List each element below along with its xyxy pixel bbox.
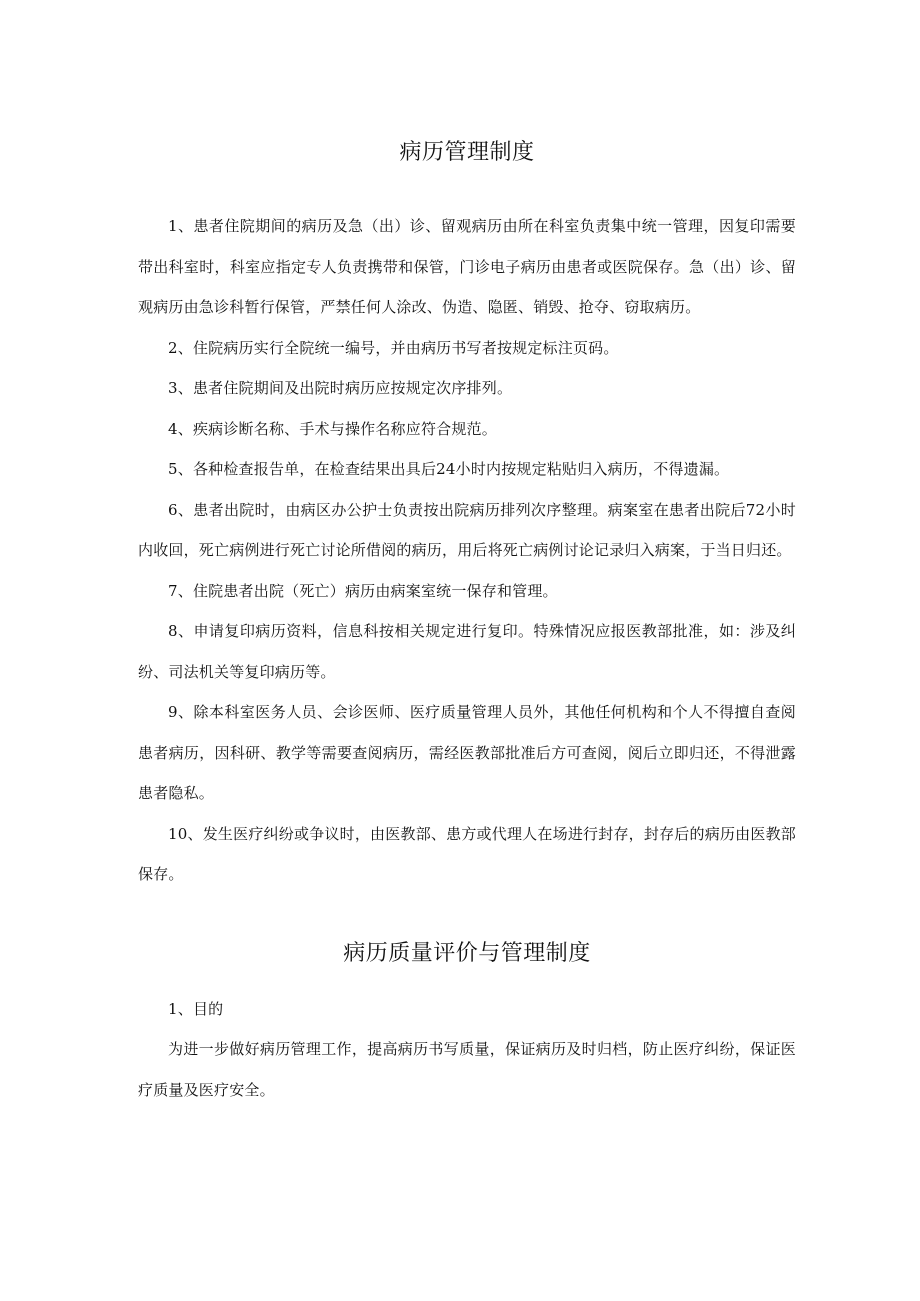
- section1-paragraph-2: 2、住院病历实行全院统一编号，并由病历书写者按规定标注页码。: [168, 338, 619, 357]
- section1-paragraph-4: 4、疾病诊断名称、手术与操作名称应符合规范。: [168, 419, 497, 438]
- section1-paragraph-3: 3、患者住院期间及出院时病历应按规定次序排列。: [168, 379, 513, 397]
- section-title-quality-evaluation: 病历质量评价与管理制度: [343, 940, 591, 966]
- section2-paragraphs: [138, 989, 796, 1111]
- section-title-medical-record-management: 病历管理制度: [399, 140, 535, 165]
- section2-paragraph-1: 1、目的: [168, 999, 224, 1018]
- section1-paragraph-5: 5、各种检查报告单，在检查结果出具后24小时内按规定粘贴归入病历，不得遗漏。: [168, 460, 730, 478]
- section1-paragraph-9: 9、除本科室医务人员、会诊医师、医疗质量管理人员外，其他任何机构和个人不得擅自查阅患者病历，因科研、教学等需要查阅病历，需经医教部批准后方可查阅，阅后立即归还，不得泄露患者隐私。: [138, 703, 796, 802]
- document-body: [138, 132, 796, 1110]
- section1-paragraph-10: 10、发生医疗纠纷或争议时，由医教部、患方或代理人在场进行封存，封存后的病历由医教部保存。: [138, 824, 796, 883]
- section1-paragraph-8: 8、申请复印病历资料，信息科按相关规定进行复印。特殊情况应报医教部批准，如：涉及纠纷、司法机关等复印病历等。: [138, 622, 796, 681]
- section1-paragraphs: [138, 206, 796, 895]
- section2-paragraph-2: 为进一步做好病历管理工作，提高病历书写质量，保证病历及时归档，防止医疗纠纷，保证医疗质量及医疗安全。: [138, 1040, 796, 1099]
- section1-paragraph-6: 6、患者出院时，由病区办公护士负责按出院病历排列次序整理。病案室在患者出院后72小时内收回，死亡病例进行死亡讨论所借阅的病历，用后将死亡病例讨论记录归入病案，于当日归还。: [138, 500, 796, 559]
- section1-paragraph-1: 1、患者住院期间的病历及急（出）诊、留观病历由所在科室负责集中统一管理，因复印需要带出科室时，科室应指定专人负责携带和保管，门诊电子病历由患者或医院保存。急（出）诊、留观病历由急诊科暂行保管，严禁任何人涂改、伪造、隐匿、销毁、抢夺、窃取病历。: [138, 217, 796, 316]
- section1-paragraph-7: 7、住院患者出院（死亡）病历由病案室统一保存和管理。: [168, 581, 558, 600]
